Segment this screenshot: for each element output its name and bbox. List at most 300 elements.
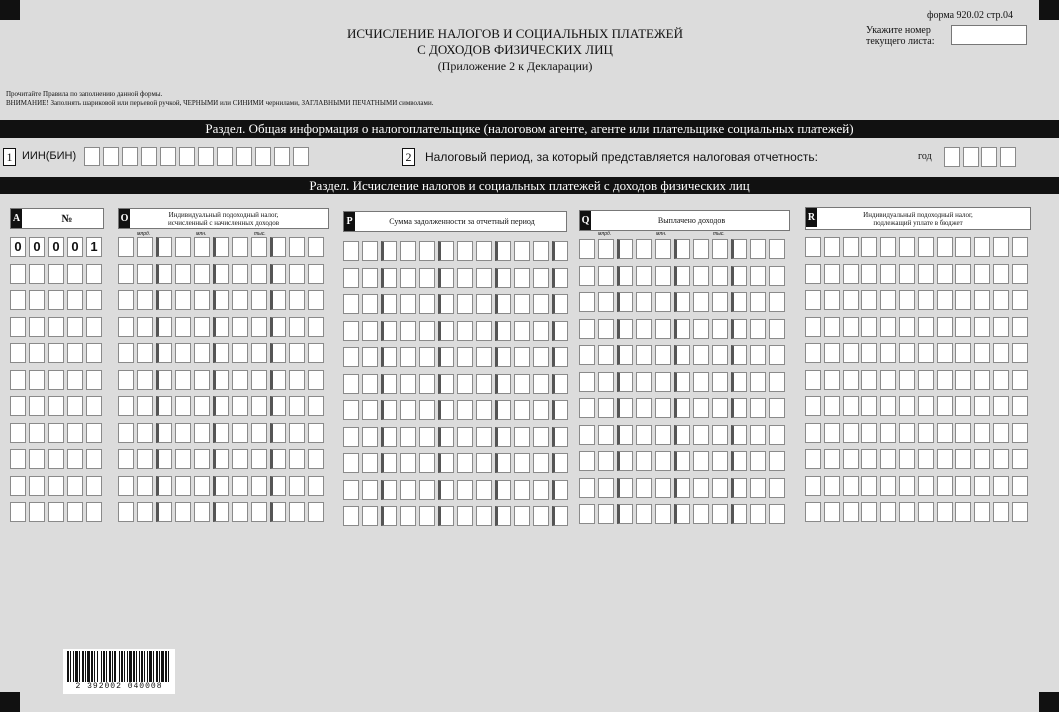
- number-digit-input[interactable]: [67, 449, 83, 469]
- col-r-digit-input[interactable]: [974, 237, 990, 257]
- col-p-digit-input[interactable]: [476, 294, 492, 314]
- col-o-digit-input[interactable]: [270, 290, 286, 310]
- col-q-digit-input[interactable]: [579, 372, 595, 392]
- col-p-digit-input[interactable]: [362, 374, 378, 394]
- col-p-digit-input[interactable]: [476, 480, 492, 500]
- col-o-digit-input[interactable]: [308, 396, 324, 416]
- number-digit-input[interactable]: [29, 423, 45, 443]
- col-o-digit-input[interactable]: [156, 343, 172, 363]
- col-r-digit-input[interactable]: [1012, 290, 1028, 310]
- col-q-digit-input[interactable]: [693, 239, 709, 259]
- col-p-digit-input[interactable]: [457, 374, 473, 394]
- col-r-digit-input[interactable]: [1012, 264, 1028, 284]
- col-o-digit-input[interactable]: [251, 264, 267, 284]
- sheet-number-input[interactable]: [951, 25, 1027, 45]
- number-digit-input[interactable]: [48, 449, 64, 469]
- col-r-digit-input[interactable]: [805, 290, 821, 310]
- col-p-digit-input[interactable]: [438, 480, 454, 500]
- col-p-digit-input[interactable]: [457, 268, 473, 288]
- number-digit-input[interactable]: [67, 396, 83, 416]
- col-p-digit-input[interactable]: [343, 347, 359, 367]
- col-q-digit-input[interactable]: [636, 478, 652, 498]
- col-r-digit-input[interactable]: [955, 423, 971, 443]
- col-o-digit-input[interactable]: [270, 237, 286, 257]
- col-o-digit-input[interactable]: [194, 237, 210, 257]
- col-p-digit-input[interactable]: [514, 506, 530, 526]
- col-p-digit-input[interactable]: [495, 241, 511, 261]
- number-digit-input[interactable]: [48, 396, 64, 416]
- col-p-digit-input[interactable]: [419, 506, 435, 526]
- col-r-digit-input[interactable]: [974, 370, 990, 390]
- col-q-digit-input[interactable]: [750, 292, 766, 312]
- col-r-digit-input[interactable]: [843, 502, 859, 522]
- col-o-digit-input[interactable]: [270, 343, 286, 363]
- number-digit-input[interactable]: [86, 423, 102, 443]
- col-q-digit-input[interactable]: [693, 266, 709, 286]
- number-digit-input[interactable]: 1: [86, 237, 102, 257]
- iin-digit-input[interactable]: [160, 147, 176, 166]
- col-p-digit-input[interactable]: [552, 374, 568, 394]
- col-q-digit-input[interactable]: [579, 239, 595, 259]
- col-r-digit-input[interactable]: [937, 264, 953, 284]
- year-digit-input[interactable]: [963, 147, 979, 167]
- col-p-digit-input[interactable]: [343, 294, 359, 314]
- col-p-digit-input[interactable]: [514, 321, 530, 341]
- col-p-digit-input[interactable]: [533, 427, 549, 447]
- col-p-digit-input[interactable]: [457, 506, 473, 526]
- col-q-digit-input[interactable]: [636, 504, 652, 524]
- col-p-digit-input[interactable]: [438, 427, 454, 447]
- col-p-digit-input[interactable]: [438, 347, 454, 367]
- col-p-digit-input[interactable]: [419, 294, 435, 314]
- number-digit-input[interactable]: [29, 476, 45, 496]
- number-digit-input[interactable]: [48, 290, 64, 310]
- col-r-digit-input[interactable]: [805, 237, 821, 257]
- col-o-digit-input[interactable]: [118, 396, 134, 416]
- col-p-digit-input[interactable]: [438, 453, 454, 473]
- col-r-digit-input[interactable]: [1012, 449, 1028, 469]
- number-digit-input[interactable]: [86, 449, 102, 469]
- col-o-digit-input[interactable]: [137, 343, 153, 363]
- col-p-digit-input[interactable]: [362, 321, 378, 341]
- col-q-digit-input[interactable]: [693, 451, 709, 471]
- col-q-digit-input[interactable]: [598, 451, 614, 471]
- col-p-digit-input[interactable]: [476, 347, 492, 367]
- iin-digit-input[interactable]: [198, 147, 214, 166]
- col-o-digit-input[interactable]: [194, 317, 210, 337]
- col-p-digit-input[interactable]: [362, 400, 378, 420]
- col-q-digit-input[interactable]: [617, 425, 633, 445]
- col-r-digit-input[interactable]: [805, 476, 821, 496]
- col-p-digit-input[interactable]: [343, 453, 359, 473]
- col-r-digit-input[interactable]: [918, 476, 934, 496]
- col-r-digit-input[interactable]: [1012, 317, 1028, 337]
- col-p-digit-input[interactable]: [552, 294, 568, 314]
- col-r-digit-input[interactable]: [824, 423, 840, 443]
- col-p-digit-input[interactable]: [362, 453, 378, 473]
- col-o-digit-input[interactable]: [232, 449, 248, 469]
- number-digit-input[interactable]: [86, 396, 102, 416]
- col-p-digit-input[interactable]: [552, 427, 568, 447]
- col-p-digit-input[interactable]: [400, 506, 416, 526]
- col-p-digit-input[interactable]: [514, 347, 530, 367]
- col-o-digit-input[interactable]: [289, 502, 305, 522]
- col-o-digit-input[interactable]: [118, 476, 134, 496]
- col-q-digit-input[interactable]: [579, 451, 595, 471]
- col-r-digit-input[interactable]: [937, 396, 953, 416]
- col-q-digit-input[interactable]: [655, 478, 671, 498]
- col-r-digit-input[interactable]: [880, 370, 896, 390]
- col-r-digit-input[interactable]: [824, 290, 840, 310]
- col-q-digit-input[interactable]: [655, 345, 671, 365]
- col-q-digit-input[interactable]: [579, 478, 595, 498]
- col-r-digit-input[interactable]: [899, 237, 915, 257]
- col-r-digit-input[interactable]: [880, 476, 896, 496]
- col-p-digit-input[interactable]: [343, 427, 359, 447]
- col-r-digit-input[interactable]: [955, 317, 971, 337]
- col-q-digit-input[interactable]: [693, 398, 709, 418]
- col-r-digit-input[interactable]: [918, 449, 934, 469]
- col-p-digit-input[interactable]: [495, 321, 511, 341]
- col-p-digit-input[interactable]: [400, 347, 416, 367]
- col-p-digit-input[interactable]: [381, 268, 397, 288]
- number-digit-input[interactable]: [67, 476, 83, 496]
- col-o-digit-input[interactable]: [137, 449, 153, 469]
- col-r-digit-input[interactable]: [993, 264, 1009, 284]
- col-p-digit-input[interactable]: [400, 321, 416, 341]
- col-o-digit-input[interactable]: [289, 290, 305, 310]
- col-o-digit-input[interactable]: [251, 237, 267, 257]
- col-p-digit-input[interactable]: [552, 268, 568, 288]
- col-o-digit-input[interactable]: [213, 237, 229, 257]
- col-r-digit-input[interactable]: [805, 423, 821, 443]
- col-o-digit-input[interactable]: [289, 343, 305, 363]
- col-r-digit-input[interactable]: [880, 317, 896, 337]
- col-q-digit-input[interactable]: [579, 292, 595, 312]
- col-r-digit-input[interactable]: [861, 370, 877, 390]
- col-o-digit-input[interactable]: [137, 423, 153, 443]
- col-r-digit-input[interactable]: [918, 343, 934, 363]
- number-digit-input[interactable]: [67, 502, 83, 522]
- col-p-digit-input[interactable]: [552, 400, 568, 420]
- number-digit-input[interactable]: [86, 317, 102, 337]
- col-o-digit-input[interactable]: [118, 449, 134, 469]
- col-r-digit-input[interactable]: [880, 502, 896, 522]
- col-p-digit-input[interactable]: [362, 294, 378, 314]
- number-digit-input[interactable]: [10, 290, 26, 310]
- col-q-digit-input[interactable]: [636, 266, 652, 286]
- col-r-digit-input[interactable]: [824, 343, 840, 363]
- iin-digit-input[interactable]: [84, 147, 100, 166]
- col-o-digit-input[interactable]: [137, 502, 153, 522]
- col-p-digit-input[interactable]: [457, 400, 473, 420]
- iin-digit-input[interactable]: [217, 147, 233, 166]
- number-digit-input[interactable]: [10, 502, 26, 522]
- col-r-digit-input[interactable]: [918, 423, 934, 443]
- col-r-digit-input[interactable]: [899, 317, 915, 337]
- number-digit-input[interactable]: [29, 290, 45, 310]
- col-r-digit-input[interactable]: [993, 449, 1009, 469]
- col-p-digit-input[interactable]: [495, 453, 511, 473]
- col-p-digit-input[interactable]: [514, 294, 530, 314]
- col-q-digit-input[interactable]: [655, 319, 671, 339]
- col-r-digit-input[interactable]: [861, 290, 877, 310]
- col-o-digit-input[interactable]: [308, 317, 324, 337]
- col-o-digit-input[interactable]: [194, 370, 210, 390]
- col-r-digit-input[interactable]: [1012, 476, 1028, 496]
- col-r-digit-input[interactable]: [843, 423, 859, 443]
- col-p-digit-input[interactable]: [419, 400, 435, 420]
- col-r-digit-input[interactable]: [993, 502, 1009, 522]
- col-p-digit-input[interactable]: [381, 347, 397, 367]
- col-p-digit-input[interactable]: [495, 480, 511, 500]
- col-r-digit-input[interactable]: [861, 264, 877, 284]
- col-o-digit-input[interactable]: [270, 264, 286, 284]
- col-q-digit-input[interactable]: [674, 398, 690, 418]
- col-r-digit-input[interactable]: [880, 423, 896, 443]
- col-r-digit-input[interactable]: [861, 502, 877, 522]
- col-q-digit-input[interactable]: [636, 451, 652, 471]
- col-r-digit-input[interactable]: [880, 449, 896, 469]
- col-q-digit-input[interactable]: [693, 504, 709, 524]
- col-o-digit-input[interactable]: [308, 476, 324, 496]
- col-r-digit-input[interactable]: [824, 237, 840, 257]
- col-q-digit-input[interactable]: [712, 345, 728, 365]
- col-r-digit-input[interactable]: [861, 476, 877, 496]
- col-p-digit-input[interactable]: [476, 241, 492, 261]
- col-o-digit-input[interactable]: [213, 343, 229, 363]
- col-r-digit-input[interactable]: [899, 476, 915, 496]
- col-q-digit-input[interactable]: [731, 345, 747, 365]
- col-o-digit-input[interactable]: [251, 396, 267, 416]
- col-o-digit-input[interactable]: [270, 476, 286, 496]
- col-p-digit-input[interactable]: [381, 427, 397, 447]
- col-r-digit-input[interactable]: [843, 449, 859, 469]
- col-q-digit-input[interactable]: [655, 292, 671, 312]
- col-o-digit-input[interactable]: [232, 423, 248, 443]
- col-r-digit-input[interactable]: [899, 396, 915, 416]
- col-q-digit-input[interactable]: [598, 239, 614, 259]
- col-q-digit-input[interactable]: [731, 372, 747, 392]
- col-r-digit-input[interactable]: [824, 317, 840, 337]
- col-q-digit-input[interactable]: [750, 451, 766, 471]
- col-q-digit-input[interactable]: [750, 372, 766, 392]
- col-p-digit-input[interactable]: [476, 400, 492, 420]
- col-p-digit-input[interactable]: [343, 321, 359, 341]
- col-q-digit-input[interactable]: [617, 372, 633, 392]
- number-digit-input[interactable]: [86, 290, 102, 310]
- col-q-digit-input[interactable]: [769, 292, 785, 312]
- col-p-digit-input[interactable]: [476, 268, 492, 288]
- col-p-digit-input[interactable]: [343, 400, 359, 420]
- col-o-digit-input[interactable]: [156, 370, 172, 390]
- number-digit-input[interactable]: [48, 423, 64, 443]
- col-r-digit-input[interactable]: [974, 264, 990, 284]
- col-q-digit-input[interactable]: [598, 266, 614, 286]
- col-q-digit-input[interactable]: [617, 504, 633, 524]
- col-o-digit-input[interactable]: [194, 502, 210, 522]
- col-r-digit-input[interactable]: [805, 264, 821, 284]
- col-q-digit-input[interactable]: [712, 372, 728, 392]
- col-r-digit-input[interactable]: [937, 476, 953, 496]
- col-o-digit-input[interactable]: [175, 476, 191, 496]
- col-q-digit-input[interactable]: [731, 239, 747, 259]
- number-digit-input[interactable]: [29, 502, 45, 522]
- col-p-digit-input[interactable]: [533, 347, 549, 367]
- col-q-digit-input[interactable]: [674, 425, 690, 445]
- col-o-digit-input[interactable]: [232, 396, 248, 416]
- col-q-digit-input[interactable]: [674, 451, 690, 471]
- col-p-digit-input[interactable]: [495, 294, 511, 314]
- col-p-digit-input[interactable]: [533, 268, 549, 288]
- col-r-digit-input[interactable]: [880, 264, 896, 284]
- col-r-digit-input[interactable]: [1012, 370, 1028, 390]
- col-q-digit-input[interactable]: [579, 266, 595, 286]
- col-o-digit-input[interactable]: [194, 343, 210, 363]
- col-o-digit-input[interactable]: [137, 237, 153, 257]
- col-q-digit-input[interactable]: [674, 478, 690, 498]
- col-o-digit-input[interactable]: [194, 476, 210, 496]
- col-r-digit-input[interactable]: [1012, 396, 1028, 416]
- col-r-digit-input[interactable]: [955, 476, 971, 496]
- col-p-digit-input[interactable]: [362, 480, 378, 500]
- year-digit-input[interactable]: [944, 147, 960, 167]
- col-q-digit-input[interactable]: [712, 504, 728, 524]
- number-digit-input[interactable]: [10, 370, 26, 390]
- col-p-digit-input[interactable]: [533, 400, 549, 420]
- col-o-digit-input[interactable]: [289, 317, 305, 337]
- col-q-digit-input[interactable]: [750, 398, 766, 418]
- col-o-digit-input[interactable]: [213, 449, 229, 469]
- col-p-digit-input[interactable]: [533, 241, 549, 261]
- col-r-digit-input[interactable]: [918, 237, 934, 257]
- col-o-digit-input[interactable]: [270, 423, 286, 443]
- col-p-digit-input[interactable]: [419, 347, 435, 367]
- col-r-digit-input[interactable]: [824, 264, 840, 284]
- iin-digit-input[interactable]: [293, 147, 309, 166]
- col-o-digit-input[interactable]: [270, 449, 286, 469]
- col-r-digit-input[interactable]: [899, 290, 915, 310]
- number-digit-input[interactable]: [86, 502, 102, 522]
- col-r-digit-input[interactable]: [937, 449, 953, 469]
- col-q-digit-input[interactable]: [750, 504, 766, 524]
- col-o-digit-input[interactable]: [175, 290, 191, 310]
- col-p-digit-input[interactable]: [381, 453, 397, 473]
- col-p-digit-input[interactable]: [457, 321, 473, 341]
- col-r-digit-input[interactable]: [937, 423, 953, 443]
- col-q-digit-input[interactable]: [617, 319, 633, 339]
- col-q-digit-input[interactable]: [617, 478, 633, 498]
- col-r-digit-input[interactable]: [899, 449, 915, 469]
- col-r-digit-input[interactable]: [918, 264, 934, 284]
- number-digit-input[interactable]: 0: [48, 237, 64, 257]
- col-r-digit-input[interactable]: [843, 370, 859, 390]
- col-o-digit-input[interactable]: [175, 264, 191, 284]
- col-q-digit-input[interactable]: [731, 425, 747, 445]
- col-r-digit-input[interactable]: [955, 449, 971, 469]
- col-o-digit-input[interactable]: [137, 476, 153, 496]
- col-p-digit-input[interactable]: [419, 453, 435, 473]
- col-q-digit-input[interactable]: [750, 239, 766, 259]
- col-o-digit-input[interactable]: [118, 423, 134, 443]
- col-q-digit-input[interactable]: [579, 504, 595, 524]
- col-q-digit-input[interactable]: [598, 345, 614, 365]
- col-o-digit-input[interactable]: [232, 476, 248, 496]
- number-digit-input[interactable]: [48, 264, 64, 284]
- col-p-digit-input[interactable]: [438, 268, 454, 288]
- col-p-digit-input[interactable]: [381, 374, 397, 394]
- col-q-digit-input[interactable]: [655, 266, 671, 286]
- col-q-digit-input[interactable]: [712, 425, 728, 445]
- col-q-digit-input[interactable]: [693, 425, 709, 445]
- col-p-digit-input[interactable]: [552, 241, 568, 261]
- col-r-digit-input[interactable]: [974, 317, 990, 337]
- col-q-digit-input[interactable]: [636, 239, 652, 259]
- col-q-digit-input[interactable]: [712, 398, 728, 418]
- col-p-digit-input[interactable]: [343, 506, 359, 526]
- col-r-digit-input[interactable]: [805, 317, 821, 337]
- col-r-digit-input[interactable]: [937, 502, 953, 522]
- col-q-digit-input[interactable]: [731, 451, 747, 471]
- col-r-digit-input[interactable]: [955, 502, 971, 522]
- col-r-digit-input[interactable]: [899, 343, 915, 363]
- col-q-digit-input[interactable]: [769, 319, 785, 339]
- col-q-digit-input[interactable]: [731, 398, 747, 418]
- col-q-digit-input[interactable]: [579, 319, 595, 339]
- col-r-digit-input[interactable]: [843, 264, 859, 284]
- col-o-digit-input[interactable]: [308, 290, 324, 310]
- col-o-digit-input[interactable]: [175, 396, 191, 416]
- col-q-digit-input[interactable]: [769, 451, 785, 471]
- col-o-digit-input[interactable]: [137, 396, 153, 416]
- col-p-digit-input[interactable]: [362, 347, 378, 367]
- col-r-digit-input[interactable]: [899, 370, 915, 390]
- col-r-digit-input[interactable]: [861, 343, 877, 363]
- col-r-digit-input[interactable]: [993, 423, 1009, 443]
- number-digit-input[interactable]: [10, 264, 26, 284]
- col-r-digit-input[interactable]: [1012, 423, 1028, 443]
- col-q-digit-input[interactable]: [598, 319, 614, 339]
- col-o-digit-input[interactable]: [118, 370, 134, 390]
- col-o-digit-input[interactable]: [175, 449, 191, 469]
- col-r-digit-input[interactable]: [861, 317, 877, 337]
- col-p-digit-input[interactable]: [419, 268, 435, 288]
- col-o-digit-input[interactable]: [251, 370, 267, 390]
- col-q-digit-input[interactable]: [712, 239, 728, 259]
- col-p-digit-input[interactable]: [343, 241, 359, 261]
- number-digit-input[interactable]: [48, 343, 64, 363]
- col-p-digit-input[interactable]: [552, 480, 568, 500]
- col-p-digit-input[interactable]: [400, 400, 416, 420]
- col-o-digit-input[interactable]: [118, 317, 134, 337]
- col-q-digit-input[interactable]: [674, 345, 690, 365]
- number-digit-input[interactable]: [67, 343, 83, 363]
- col-q-digit-input[interactable]: [598, 398, 614, 418]
- col-r-digit-input[interactable]: [993, 396, 1009, 416]
- col-q-digit-input[interactable]: [750, 345, 766, 365]
- col-r-digit-input[interactable]: [843, 396, 859, 416]
- col-o-digit-input[interactable]: [156, 423, 172, 443]
- col-o-digit-input[interactable]: [232, 237, 248, 257]
- iin-digit-input[interactable]: [236, 147, 252, 166]
- col-o-digit-input[interactable]: [251, 423, 267, 443]
- number-digit-input[interactable]: 0: [10, 237, 26, 257]
- col-o-digit-input[interactable]: [175, 317, 191, 337]
- col-o-digit-input[interactable]: [118, 237, 134, 257]
- col-o-digit-input[interactable]: [137, 264, 153, 284]
- number-digit-input[interactable]: [67, 370, 83, 390]
- col-p-digit-input[interactable]: [400, 480, 416, 500]
